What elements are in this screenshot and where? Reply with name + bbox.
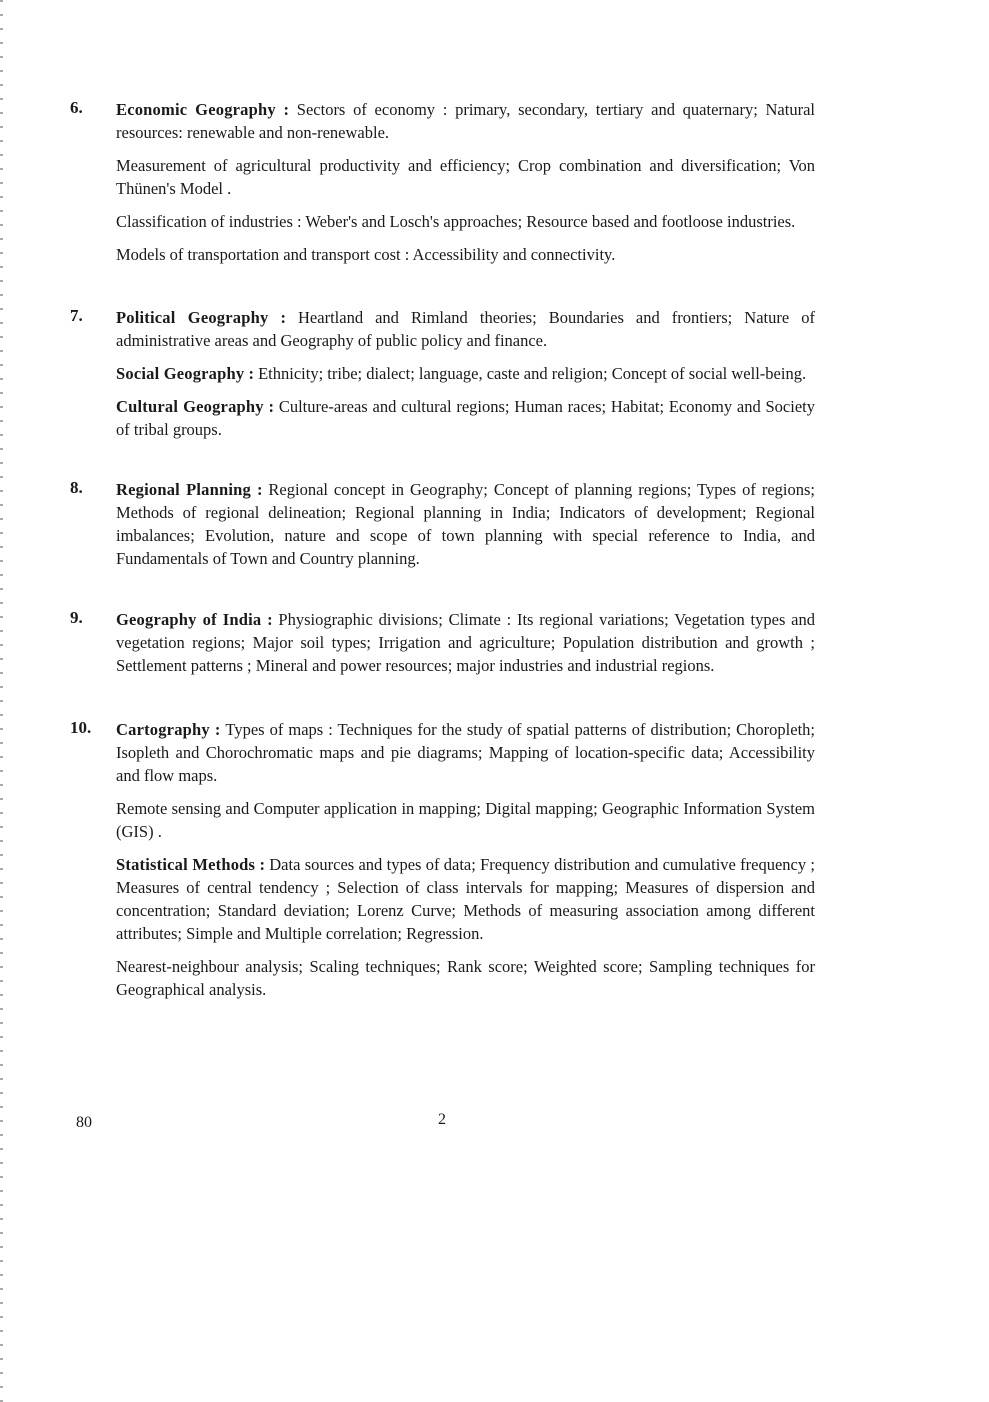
section-number: 7. <box>70 306 83 325</box>
paragraph-text: Culture-areas and cultural regions; Human races; Habitat; Economy and Society of tribal groups. <box>116 397 815 439</box>
section-number: 8. <box>70 478 83 497</box>
paragraph: Statistical Methods : Data sources and types of data; Frequency distribution and cumulative frequency ; Measures of central tendency ; Selection of class intervals for mapping; Measures of dispersion and concentration; Standard deviation; Lorenz Curve; Methods of measuring association among different attributes; Simple and Multiple correlation; Regression. <box>116 855 816 943</box>
paragraph-text: Regional concept in Geography; Concept of planning regions; Types of regions; Methods of regional delineation; Regional planning in India; Indicators of development; Regional imbalances; Evolution, nature and scope of town planning with special reference to India, and Fundamentals of Town and Country planning. <box>116 480 816 568</box>
paragraph: Social Geography : Ethnicity; tribe; dialect; language, caste and religion; Concept of social well-being. <box>116 364 807 383</box>
paragraph-text: Physiographic divisions; Climate : Its regional variations; Vegetation types and vegetation regions; Major soil types; Irrigation and agriculture; Population distribution and growth ; Settlement patterns ; Mineral and power resources; major industries and industrial regions. <box>116 610 815 675</box>
topic-heading: Political Geography <box>116 308 269 327</box>
topic-heading: Social Geography <box>116 364 245 383</box>
paragraph-text: Sectors of economy : primary, secondary, tertiary and quaternary; Natural resources: renewable and non-renewable. <box>116 100 815 142</box>
topic-heading: Cartography <box>116 720 210 739</box>
topic-heading: Cultural Geography <box>116 397 264 416</box>
topic-heading: Economic Geography <box>116 100 276 119</box>
paragraph-text: Measurement of agricultural productivity and efficiency; Crop combination and diversification; Von Thünen's Model . <box>116 156 815 198</box>
paragraph: Economic Geography : Sectors of economy : primary, secondary, tertiary and quaternary; Natural resources: renewable and non-renewable. <box>116 100 815 142</box>
paragraph: Cultural Geography : Culture-areas and cultural regions; Human races; Habitat; Economy and Society of tribal groups. <box>116 397 815 439</box>
paragraph <box>116 154 815 200</box>
section-body <box>116 306 815 441</box>
paragraph <box>116 243 815 266</box>
section-number: 6. <box>70 98 83 117</box>
paragraph-text: Data sources and types of data; Frequency distribution and cumulative frequency ; Measures of central tendency ; Selection of class intervals for mapping; Measures of dispersion and concentration; Standard deviation; Lorenz Curve; Methods of measuring association among different attributes; Simple and Multiple correlation; Regression. <box>116 855 816 943</box>
section-body <box>116 718 815 1001</box>
paragraph-text: Models of transportation and transport cost : Accessibility and connectivity. <box>116 245 616 264</box>
section-body <box>116 98 815 266</box>
paragraph <box>116 955 815 1001</box>
paragraph: Cartography : Types of maps : Techniques for the study of spatial patterns of distribution; Choropleth; Isopleth and Chorochromatic maps and pie diagrams; Mapping of location-specific data; Accessibility and flow maps. <box>116 720 815 785</box>
section-6 <box>70 98 815 276</box>
section-9 <box>70 608 815 687</box>
paragraph-text: Types of maps : Techniques for the study of spatial patterns of distribution; Choropleth; Isopleth and Chorochromatic maps and pie diagrams; Mapping of location-specific data; Accessibility and flow maps. <box>116 720 815 785</box>
page-number: 2 <box>438 1111 446 1128</box>
topic-heading: Statistical Methods <box>116 855 256 874</box>
paragraph <box>116 210 815 233</box>
paragraph-text: Classification of industries : Weber's and Losch's approaches; Resource based and footloose industries. <box>116 212 796 231</box>
paragraph: Geography of India : Physiographic divisions; Climate : Its regional variations; Vegetation types and vegetation regions; Major soil types; Irrigation and agriculture; Population distribution and growth ; Settlement patterns ; Mineral and power resources; major industries and industrial regions. <box>116 610 815 675</box>
paragraph-text: Remote sensing and Computer application in mapping; Digital mapping; Geographic Information System (GIS) . <box>116 799 815 841</box>
section-7 <box>70 306 815 451</box>
topic-heading: Geography of India <box>116 610 262 629</box>
scan-edge-marks <box>0 0 3 1402</box>
paragraph-text: Heartland and Rimland theories; Boundaries and frontiers; Nature of administrative areas and Geography of public policy and finance. <box>116 308 815 350</box>
paragraph: Regional Planning : Regional concept in Geography; Concept of planning regions; Types of regions; Methods of regional delineation; Regional planning in India; Indicators of development; Regional imbalances; Evolution, nature and scope of town planning with special reference to India, and Fundamentals of Town and Country planning. <box>116 480 816 568</box>
paragraph <box>116 797 815 843</box>
section-8 <box>70 478 815 580</box>
paragraph: Political Geography : Heartland and Rimland theories; Boundaries and frontiers; Nature of administrative areas and Geography of public policy and finance. <box>116 308 815 350</box>
page-code: 80 <box>76 1114 92 1131</box>
section-body <box>116 608 815 677</box>
topic-heading: Regional Planning <box>116 480 251 499</box>
section-number: 10. <box>70 718 92 737</box>
paragraph-text: Ethnicity; tribe; dialect; language, caste and religion; Concept of social well-being. <box>258 364 807 383</box>
section-body <box>116 478 815 570</box>
section-10 <box>70 718 815 1011</box>
section-number: 9. <box>70 608 83 627</box>
paragraph-text: Nearest-neighbour analysis; Scaling techniques; Rank score; Weighted score; Sampling techniques for Geographical analysis. <box>116 957 815 999</box>
